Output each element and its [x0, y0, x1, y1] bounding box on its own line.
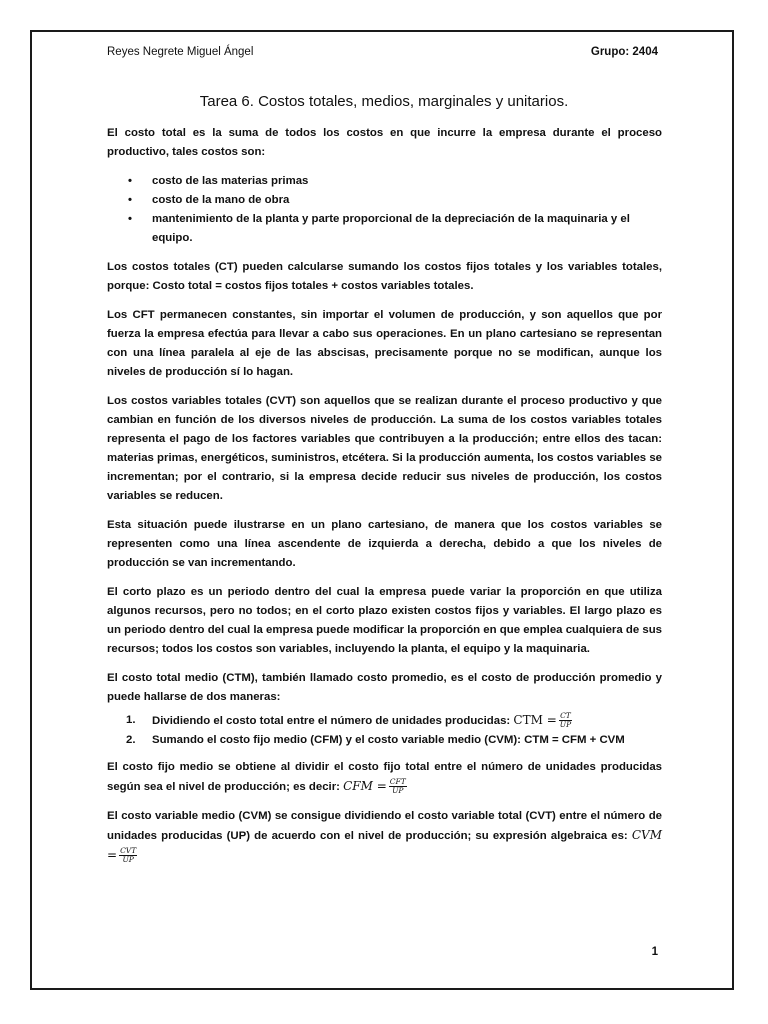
fraction-numerator: CFT — [389, 777, 406, 787]
list-text: Sumando el costo fijo medio (CFM) y el costo variable medio (CVM): CTM = CFM + CVM — [152, 734, 625, 746]
fraction — [559, 712, 572, 729]
fraction — [389, 778, 407, 795]
document-title: Tarea 6. Costos totales, medios, marginales y unitarios. — [199, 93, 569, 110]
paragraph-text: El costo fijo medio se obtiene al dividir el costo fijo total entre el número de unidades producidas según sea el nivel de producción; es decir: — [107, 761, 662, 793]
author-name: Reyes Negrete Miguel Ángel — [107, 46, 254, 58]
formula-lhs: CTM = — [513, 713, 557, 727]
list-item — [126, 731, 662, 750]
list-item: • costo de la mano de obra — [152, 191, 662, 210]
list-text: Dividiendo el costo total entre el número de unidades producidas: — [152, 715, 514, 727]
paragraph-plazo: El corto plazo es un periodo dentro del cual la empresa puede variar la proporción en que utiliza algunos recursos, pero no todos; en el corto plazo existen costos fijos y variables. El largo plazo es un periodo dentro del cual la empresa puede modificar la proporción en que emplea cualquiera de sus recursos; todos los costos son variables, incluyendo la planta, el equipo y la maquinaria. — [107, 586, 662, 655]
list-item: • costo de las materias primas — [152, 172, 662, 191]
paragraph-costos-totales: Los costos totales (CT) pueden calcularse sumando los costos fijos totales y los variables totales, porque: Costo total = costos fijos totales + costos variables totales. — [107, 261, 662, 292]
fraction-denominator: UP — [122, 855, 134, 865]
formula-lhs: CFM = — [343, 779, 387, 793]
document-body — [107, 124, 662, 876]
paragraph-costo-total: El costo total es la suma de todos los costos en que incurre la empresa durante el proceso productivo, tales costos son: — [107, 127, 662, 158]
fraction-denominator: UP — [392, 786, 404, 796]
paragraph-cfm — [107, 758, 662, 797]
paragraph-text: El costo variable medio (CVM) se consigue dividiendo el costo variable total (CVT) entre el número de unidades producidas (UP) de acuerdo con el nivel de producción; su expresión algebraica es: — [107, 810, 662, 842]
ctm-methods-list — [107, 711, 662, 750]
cost-list — [107, 172, 662, 248]
list-item: • mantenimiento de la planta y parte proporcional de la depreciación de la maquinaria y el equipo. — [152, 210, 662, 248]
paragraph-cvm — [107, 807, 662, 866]
list-item — [126, 711, 662, 731]
formula-lhs: CVM = — [107, 828, 662, 862]
fraction-denominator: UP — [559, 720, 572, 730]
page-number: 1 — [651, 946, 658, 958]
fraction-numerator: CT — [560, 711, 571, 721]
paragraph-situacion: Esta situación puede ilustrarse en un plano cartesiano, de manera que los costos variables se representen como una línea ascendente de izquierda a derecha, debido a que los niveles de producción se van incrementando. — [107, 519, 662, 569]
list-number: 1. — [126, 714, 136, 726]
paragraph-cvt: Los costos variables totales (CVT) son aquellos que se realizan durante el proceso productivo y que cambian en función de los diversos niveles de producción. La suma de los costos variables totales representa el pago de los factores variables que contribuyen a la producción; entre ellos des tacan: materias primas, energéticos, suministros, etcétera. Si la producción aumenta, los costos variables se incrementan; por el contrario, si la empresa decide reducir sus niveles de producción, los costos variables se reducen. — [107, 395, 662, 502]
list-number: 2. — [126, 734, 136, 746]
group-label: Grupo: 2404 — [590, 46, 658, 58]
paragraph-cft: Los CFT permanecen constantes, sin importar el volumen de producción, y son aquellos que por fuerza la empresa efectúa para llevar a cabo sus operaciones. En un plano cartesiano se representan con una línea paralela al eje de las abscisas, precisamente porque no se modifican, aunque los niveles de producción sí lo hagan. — [107, 309, 662, 378]
fraction — [119, 847, 137, 864]
fraction-numerator: CVT — [120, 846, 137, 856]
paragraph-ctm: El costo total medio (CTM), también llamado costo promedio, es el costo de producción promedio y puede hallarse de dos maneras: — [107, 672, 662, 703]
